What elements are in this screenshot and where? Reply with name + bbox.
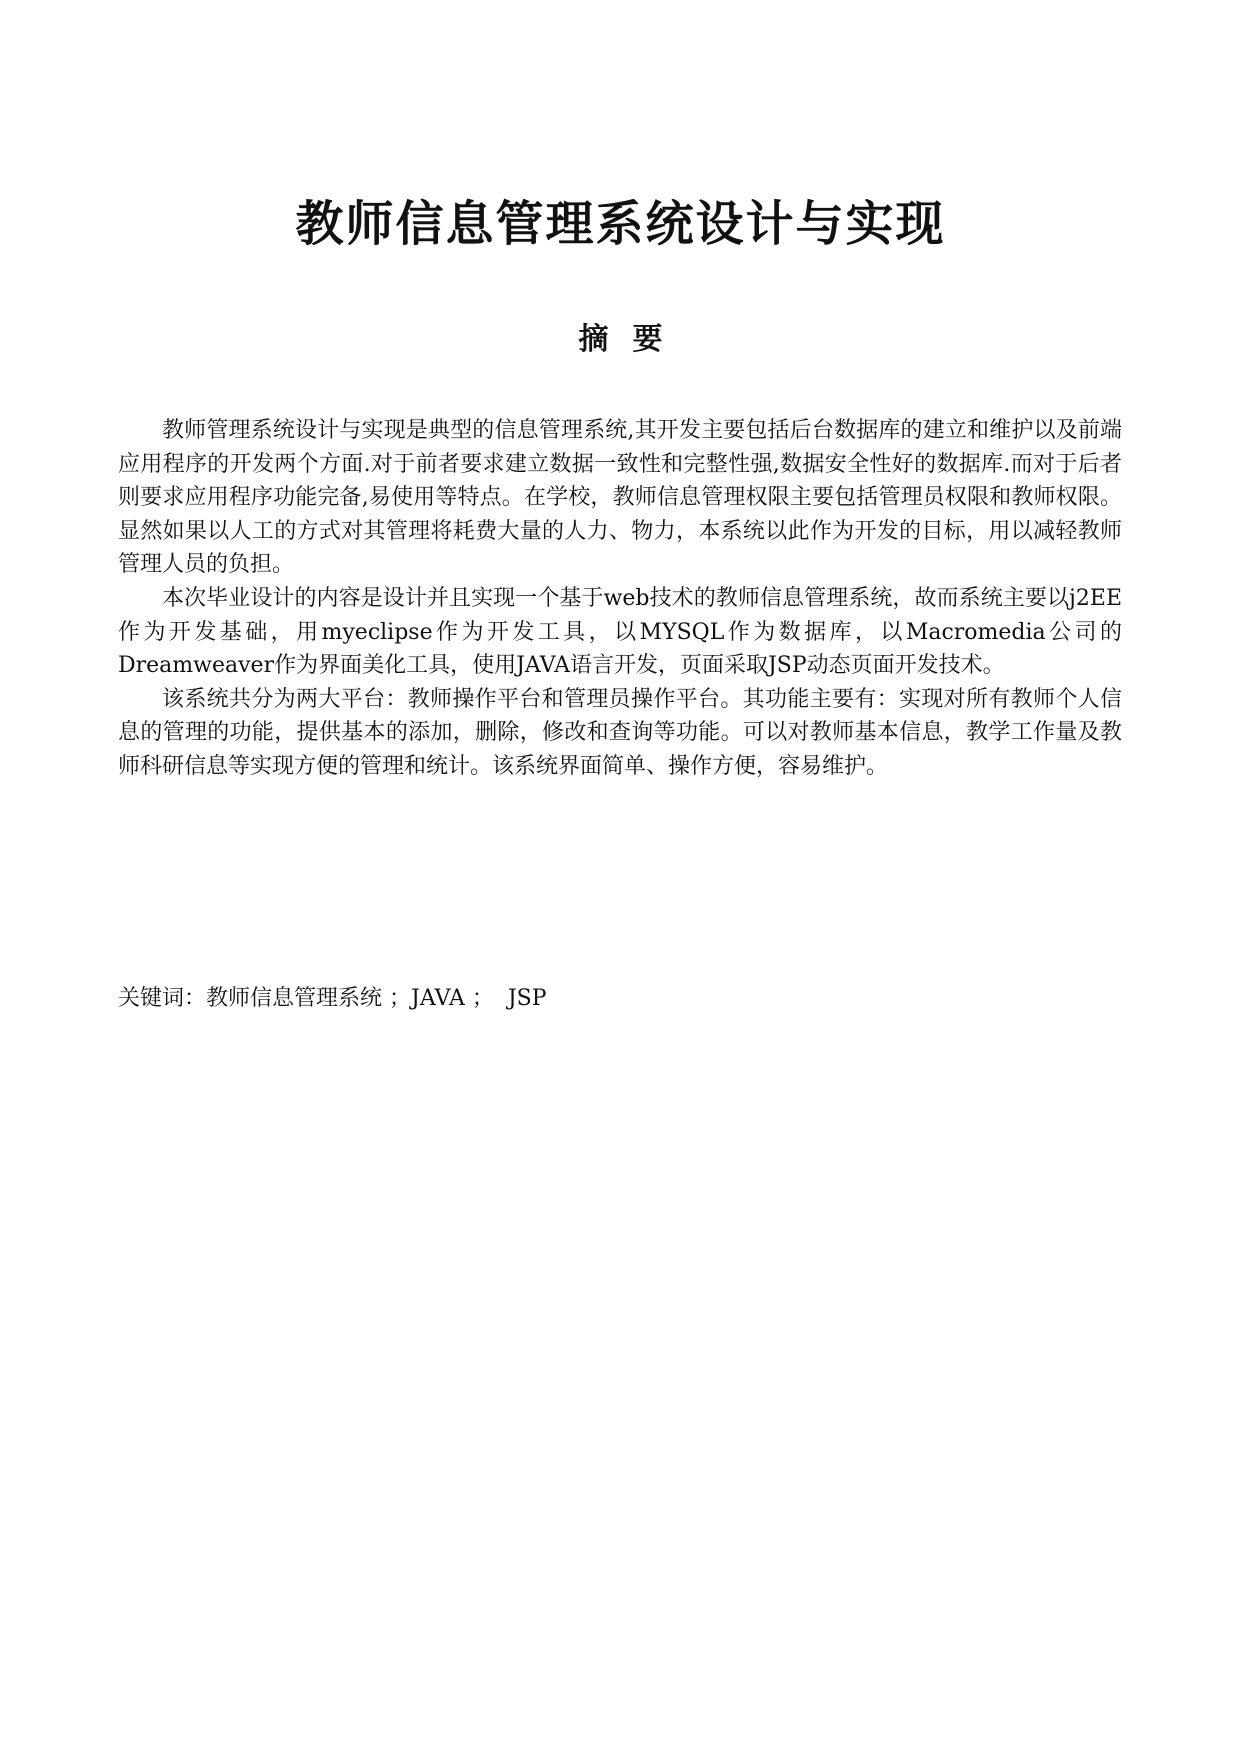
abstract-paragraph: 该系统共分为两大平台：教师操作平台和管理员操作平台。其功能主要有：实现对所有教师个人信息的管理的功能，提供基本的添加，删除，修改和查询等功能。可以对教师基本信息，教学工作量及教师科研信息等实现方便的管理和统计。该系统界面简单、操作方便，容易维护。 (118, 686, 1122, 779)
abstract-heading: 摘要 (578, 322, 687, 357)
keywords-line: 关键词：教师信息管理系统 ；JAVA ； JSP (118, 986, 547, 1011)
abstract-paragraph: 本次毕业设计的内容是设计并且实现一个基于web技术的教师信息管理系统，故而系统主要以j2EE作为开发基础，用myeclipse作为开发工具，以MYSQL作为数据库，以Macromedia公司的Dreamweaver作为界面美化工具，使用JAVA语言开发，页面采取JSP动态页面开发技术。 (118, 585, 1122, 679)
document-title: 教师信息管理系统设计与实现 (295, 196, 946, 252)
abstract-body (118, 414, 1122, 784)
abstract-paragraph: 教师管理系统设计与实现是典型的信息管理系统,其开发主要包括后台数据库的建立和维护以及前端应用程序的开发两个方面.对于前者要求建立数据一致性和完整性强,数据安全性好的数据库.而对于后者则要求应用程序功能完备,易使用等特点。在学校，教师信息管理权限主要包括管理员权限和教师权限。显然如果以人工的方式对其管理将耗费大量的人力、物力，本系统以此作为开发的目标，用以减轻教师管理人员的负担。 (118, 418, 1122, 578)
